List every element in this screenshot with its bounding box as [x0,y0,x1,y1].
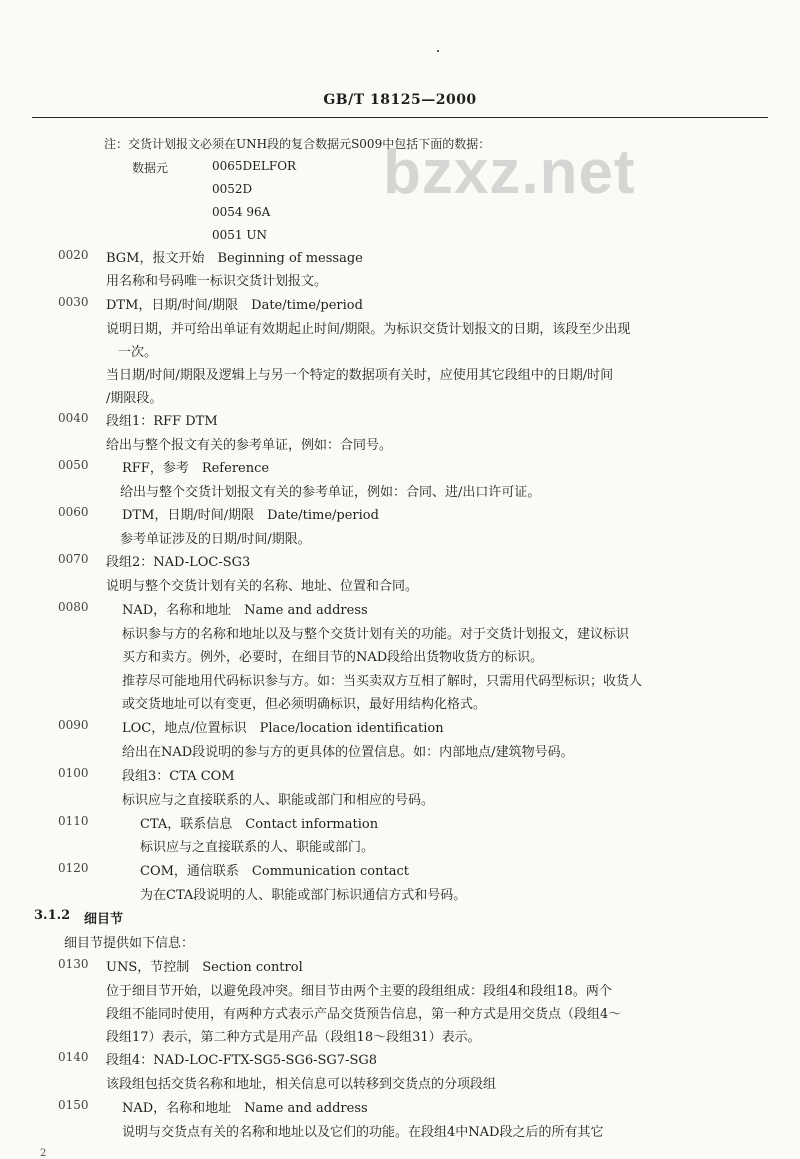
entry-number: 0120 [58,861,89,875]
entry-title: DTM，日期/时间/期限 Date/time/period [122,508,379,523]
entry-title: NAD，名称和地址 Name and address [122,603,368,618]
note-value: 0052D [212,182,253,196]
entry-number: 0130 [58,957,89,971]
entry-number: 0070 [58,552,89,566]
entry-title: RFF，参考 Reference [122,461,270,476]
entry-number: 0110 [58,814,89,828]
entry-title: 段组1：RFF DTM [106,414,218,429]
note-value: 0051 UN [212,228,267,242]
entry-number: 0020 [58,248,89,262]
section-title: 细目节 [84,912,124,927]
entry-text: 标识参与方的名称和地址以及与整个交货计划有关的功能。对于交货计划报文，建议标识 [122,627,630,642]
entry-number: 0150 [58,1098,89,1112]
watermark: bzxz.net [383,138,636,207]
page-header-title: GB/T 18125—2000 [323,92,477,108]
entry-title: COM，通信联系 Communication contact [140,864,409,879]
entry-title: LOC，地点/位置标识 Place/location identification [122,721,444,736]
entry-text: 给出在NAD段说明的参与方的更具体的位置信息。如：内部地点/建筑物号码。 [122,745,574,760]
entry-text: 当日期/时间/期限及逻辑上与另一个特定的数据项有关时，应使用其它段组中的日期/时间 [106,368,614,383]
entry-number: 0040 [58,411,89,425]
section-number: 3.1.2 [34,908,71,923]
entry-text: 参考单证涉及的日期/时间/期限。 [120,532,311,547]
entry-title: 段组2：NAD-LOC-SG3 [106,555,251,570]
entry-number: 0080 [58,600,89,614]
entry-number: 0060 [58,505,89,519]
entry-text: 买方和卖方。例外，必要时，在细目节的NAD段给出货物收货方的标识。 [122,650,544,665]
entry-text: 说明与交货点有关的名称和地址以及它们的功能。在段组4中NAD段之后的所有其它 [122,1125,604,1140]
entry-text: 说明日期，并可给出单证有效期起止时间/期限。为标识交货计划报文的日期，该段至少出现 [106,322,631,337]
entry-title: BGM，报文开始 Beginning of message [106,251,363,266]
entry-text: 段组17）表示，第二种方式是用产品（段组18～段组31）表示。 [106,1030,481,1045]
note-label: 数据元 [132,161,169,175]
entry-text: 或交货地址可以有变更，但必须明确标识，最好用结构化格式。 [122,697,487,712]
entry-text: 为在CTA段说明的人、职能或部门标识通信方式和号码。 [140,888,467,903]
entry-title: DTM，日期/时间/期限 Date/time/period [106,298,363,313]
entry-title: UNS，节控制 Section control [106,960,303,975]
entry-text: 给出与整个交货计划报文有关的参考单证，例如：合同、进/出口许可证。 [120,485,541,500]
entry-title: 段组4：NAD-LOC-FTX-SG5-SG6-SG7-SG8 [106,1053,378,1068]
section-intro: 细目节提供如下信息： [64,936,195,951]
note-value: 0065DELFOR [212,159,297,173]
entry-number: 0090 [58,718,89,732]
entry-text: 段组不能同时使用，有两种方式表示产品交货预告信息，第一种方式是用交货点（段组4～ [106,1007,622,1022]
entry-text: 给出与整个报文有关的参考单证，例如：合同号。 [106,438,393,453]
entry-number: 0050 [58,458,89,472]
entry-text: 标识应与之直接联系的人、职能或部门。 [140,840,375,855]
note-value: 0054 96A [212,205,271,219]
entry-number: 0140 [58,1050,89,1064]
scan-speck [437,50,439,52]
note-text: 注：交货计划报文必须在UNH段的复合数据元S009中包括下面的数据： [104,137,491,151]
entry-number: 0100 [58,766,89,780]
entry-text: 用名称和号码唯一标识交货计划报文。 [106,274,328,289]
header-rule [32,117,768,118]
entry-text: 位于细目节开始，以避免段冲突。细目节由两个主要的段组组成：段组4和段组18。两个 [106,984,612,999]
entry-text: 该段组包括交货名称和地址，相关信息可以转移到交货点的分项段组 [106,1077,497,1092]
entry-text: 说明与整个交货计划有关的名称、地址、位置和合同。 [106,579,419,594]
entry-text: 一次。 [118,345,158,360]
entry-number: 0030 [58,295,89,309]
entry-text: 标识应与之直接联系的人、职能或部门和相应的号码。 [122,793,435,808]
entry-text: /期限段。 [106,391,163,406]
entry-title: 段组3：CTA COM [122,769,235,784]
entry-title: NAD，名称和地址 Name and address [122,1101,368,1116]
page-number: 2 [40,1148,47,1159]
entry-text: 推荐尽可能地用代码标识参与方。如：当买卖双方互相了解时，只需用代码型标识；收货人 [122,674,643,689]
entry-title: CTA，联系信息 Contact information [140,817,379,832]
